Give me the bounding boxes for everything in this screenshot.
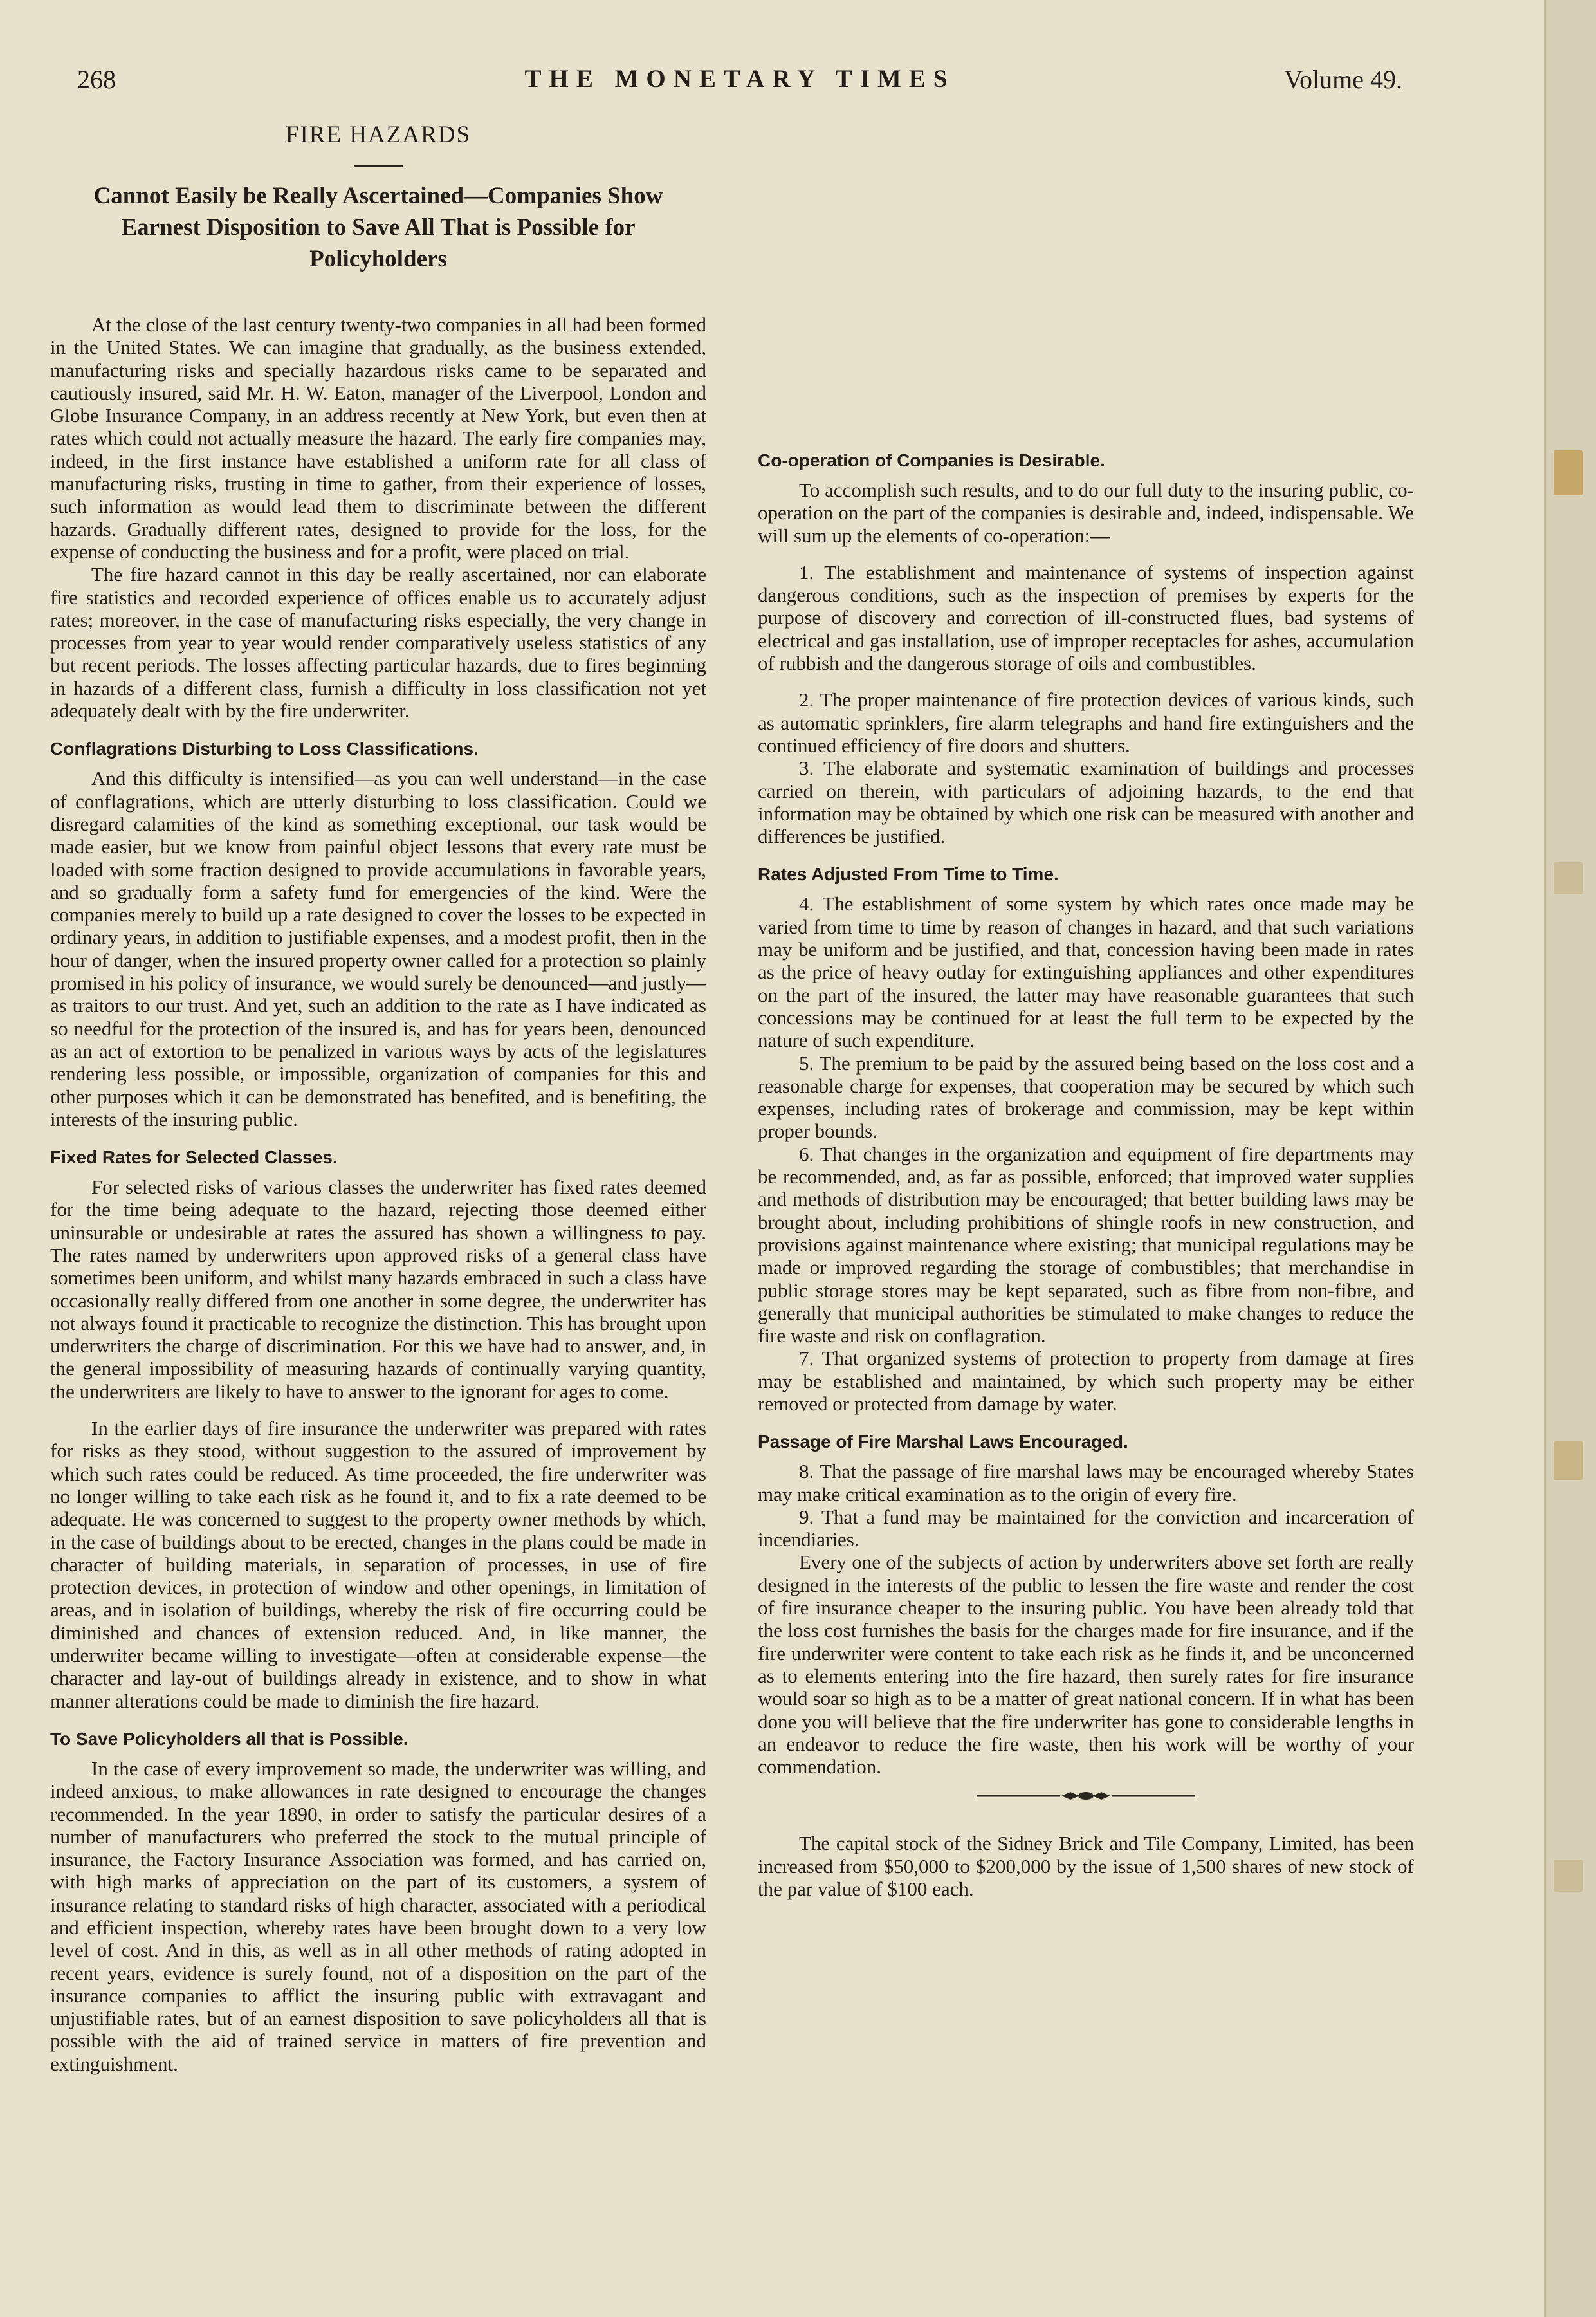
- paragraph-gap: [50, 1403, 706, 1417]
- body-paragraph: For selected risks of various classes the underwriter has fixed rates deemed for the time being adequate to the hazard, rejecting those deemed either uninsurable or undesirable at rates the assured has shown a willingness to pay. The rates named by underwriters upon approved risks of a general class have sometimes been uniform, and whilst many hazards embraced in such a class have occasionally really differed from one another in some degree, the underwriter has not always found it practicable to recognize the distinction. This has brought upon underwriters the charge of discrimination. For this we have had to answer, and, in the general impossibility of measuring hazards of continually varying quantity, the underwriters are likely to have to answer to the ignorant for ages to come.: [50, 1176, 706, 1403]
- left-column: [50, 116, 706, 2075]
- section-heading: To Save Policyholders all that is Possible.: [50, 1728, 408, 1749]
- list-item: 6. That changes in the organization and equipment of fire departments may be recommended, and, as far as possible, enforced; that improved water supplies and methods of distribution may be encouraged; that better building laws may be brought about, including prohibitions of shingle roofs in new construction, and provisions against maintenance where existing; that municipal regulations may be made or improved regarding the storage of combustibles; that merchandise in public storage stores may be kept separated, such as fibre from non-fibre, and generally that municipal authorities be stimulated to make changes to reduce the fire waste and risk on conflagration.: [758, 1142, 1414, 1347]
- section-heading: Conflagrations Disturbing to Loss Classifications.: [50, 739, 479, 759]
- list-item: 2. The proper maintenance of fire protection devices of various kinds, such as automatic sprinklers, fire alarm telegraphs and hand fire extinguishers and the continued efficiency of fire doors and shutters.: [758, 688, 1414, 757]
- edge-stain: [1554, 1860, 1583, 1892]
- list-item: 5. The premium to be paid by the assured being based on the loss cost and a reasonable charge for expenses, that cooperation may be secured by which such expenses, including rates of brokerage and commission, may be kept within proper bounds.: [758, 1051, 1414, 1143]
- edge-stain: [1554, 450, 1583, 495]
- journal-title: THE MONETARY TIMES: [524, 65, 955, 93]
- running-head: [77, 64, 1402, 103]
- list-item: 8. That the passage of fire marshal laws may be encouraged whereby States may make critical examination as to the origin of every fire.: [758, 1460, 1414, 1506]
- body-paragraph: To accomplish such results, and to do our full duty to the insuring public, co-operation on the part of the companies is desirable and, indeed, indispensable. We will sum up the elements of co-operation:—: [758, 479, 1414, 547]
- list-item: 3. The elaborate and systematic examination of buildings and processes carried on therein, with particulars of adjoining hazards, to the end that information may be obtained by which one risk can be measured with another and differences be justified.: [758, 757, 1414, 848]
- volume-label: Volume 49.: [1284, 65, 1402, 94]
- list-item: 7. That organized systems of protection to property from damage at fires may be established and maintained, by which such property may be either removed or protected from damage by water.: [758, 1347, 1414, 1415]
- intro-paragraph: The fire hazard cannot in this day be really ascertained, nor can elaborate fire statistics and recorded experience of offices enable us to accurately adjust rates; moreover, in the case of manufacturing risks especially, the very change in processes from year to year would render comparatively useless statistics of any but recent periods. The losses affecting particular hazards, due to fires beginning in hazards of a different class, furnish a difficulty in loss classification not yet adequately dealt with by the fire underwriter.: [50, 563, 706, 723]
- body-paragraph: In the earlier days of fire insurance the underwriter was prepared with rates for risks as they stood, without suggestion to the assured of improvement by which such rates could be reduced. As time proceeded, the fire underwriter was no longer willing to take each risk as he found it, and to fix a rate deemed to be adequate. He was concerned to suggest to the property owner methods by which, in the case of buildings about to be erected, changes in the plans could be made in character of building materials, in separation of processes, in use of fire protection devices, in protection of window and other openings, in limitation of areas, and in isolation of buildings, whereby the risk of fire occurring could be diminished and chances of extension reduced. And, in like manner, the underwriter became willing to investigate—often at considerable expense—the character and lay-out of buildings already in existence, and to show in what manner alterations could be made to diminish the fire hazard.: [50, 1417, 706, 1712]
- notice-text: The capital stock of the Sidney Brick and Tile Company, Limited, has been increased from $50,000 to $200,000 by the issue of 1,500 shares of new stock of the par value of $100 each.: [758, 1832, 1414, 1901]
- page-number: 268: [77, 65, 116, 94]
- right-column: [758, 116, 1414, 1900]
- body-paragraph: And this difficulty is intensified—as you can well understand—in the case of conflagrations, which are utterly disturbing to loss classification. Could we disregard calamities of the kind as something exceptional, our task would be made easier, but we know from painful object lessons that every rate must be loaded with some fraction designed to provide accumulations in favorable years, and so gradually form a safety fund for emergencies of the kind. Were the companies merely to build up a rate designed to cover the losses to be expected in ordinary years, in addition to justifiable expenses, and a modest profit, then in the hour of danger, when the insured property owner called for a protection so plainly promised in his policy of insurance, we would surely be denounced—and justly—as traitors to our trust. And yet, such an addition to the rate as I have indicated as so needful for the protection of the insured is, and has for years been, denounced as an act of extortion to be penalized in various ways by acts of the legislatures rendering less possible, or impossible, organization of companies for this and other purposes which it can be demonstrated has benefited, and is benefiting, the interests of the insuring public.: [50, 767, 706, 1131]
- paragraph-gap: [758, 674, 1414, 688]
- company-notice: [758, 1832, 1414, 1900]
- list-item: 4. The establishment of some system by which rates once made may be varied from time to time by reason of changes in hazard, and that such variations may be uniform and be justified, and that, concession having been made in rates as the price of heavy outlay for extinguishing appliances and other expenditures on the part of the insured, the latter may have reasonable guarantees that such concessions may be continued for at least the full term to be expected by the nature of such expenditure.: [758, 892, 1414, 1052]
- edge-stain: [1554, 862, 1583, 894]
- article-deck: Cannot Easily be Really Ascertained—Companies Show Earnest Disposition to Save All That is Possible for Policyholders: [93, 183, 663, 272]
- section-heading: Co-operation of Companies is Desirable.: [758, 450, 1105, 470]
- section-heading: Fixed Rates for Selected Classes.: [50, 1147, 338, 1168]
- section-ornament: [977, 1789, 1195, 1802]
- section-heading: Passage of Fire Marshal Laws Encouraged.: [758, 1432, 1128, 1452]
- section-heading: Rates Adjusted From Time to Time.: [758, 864, 1059, 885]
- paragraph-gap: [758, 547, 1414, 561]
- page-edge: [1544, 0, 1596, 2317]
- edge-stain: [1554, 1441, 1583, 1480]
- list-item: 9. That a fund may be maintained for the conviction and incarceration of incendiaries.: [758, 1505, 1414, 1551]
- body-paragraph: Every one of the subjects of action by underwriters above set forth are really designed in the interests of the public to lessen the fire waste and render the cost of fire insurance cheaper to the insuring public. You have been already told that the loss cost furnishes the basis for the charges made for fire insurance, and if the fire underwriter were content to take each risk as he finds it, and be unconcerned as to elements entering into the fire hazard, then surely rates for fire insurance would soar so high as to be a matter of great national concern. If in what has been done you will believe that the fire underwriter has gone to considerable lengths in an endeavor to reduce the fire waste, then his work will be worthy of your commendation.: [758, 1551, 1414, 1778]
- title-rule: [354, 165, 403, 167]
- article-title: FIRE HAZARDS: [285, 122, 472, 148]
- list-item: 1. The establishment and maintenance of systems of inspection against dangerous conditions, such as the inspection of premises by experts for the purpose of discovery and correction of ill-constructed flues, bad systems of electrical and gas installation, use of improper receptacles for ashes, accumulation of rubbish and the dangerous storage of oils and combustibles.: [758, 560, 1414, 675]
- body-paragraph: In the case of every improvement so made, the underwriter was willing, and indeed anxious, to make allowances in rate designed to encourage the changes recommended. In the year 1890, in order to satisfy the particular desires of a number of manufacturers who preferred the stock to the mutual principle of insurance, the Factory Insurance Association was formed, and has carried on, with high marks of appreciation on the part of its customers, a system of insurance relating to standard risks of high character, associated with a periodical and efficient inspection, whereby rates have been brought down to a very low level of cost. And in this, as well as in all other methods of rating adopted in recent years, evidence is surely found, not of a disposition on the part of the insurance companies to afflict the insuring public with extravagant and unjustifiable rates, but of an earnest disposition to save policyholders all that is possible with the aid of trained service in matters of fire prevention and extinguishment.: [50, 1757, 706, 2075]
- intro-paragraph: At the close of the last century twenty-two companies in all had been formed in the United States. We can imagine that gradually, as the business extended, manufacturing risks and specially hazardous risks came to be separated and cautiously insured, said Mr. H. W. Eaton, manager of the Liverpool, London and Globe Insurance Company, in an address recently at New York, but even then at rates which could not actually measure the hazard. The early fire companies may, indeed, in the first instance have established a uniform rate for all class of manufacturing risks, trusting in time to gather, from their experience of losses, such information as would lead them to discriminate between the different hazards. Gradually different rates, designed to provide for the loss, for the expense of conducting the business and for a profit, were placed on trial.: [50, 313, 706, 563]
